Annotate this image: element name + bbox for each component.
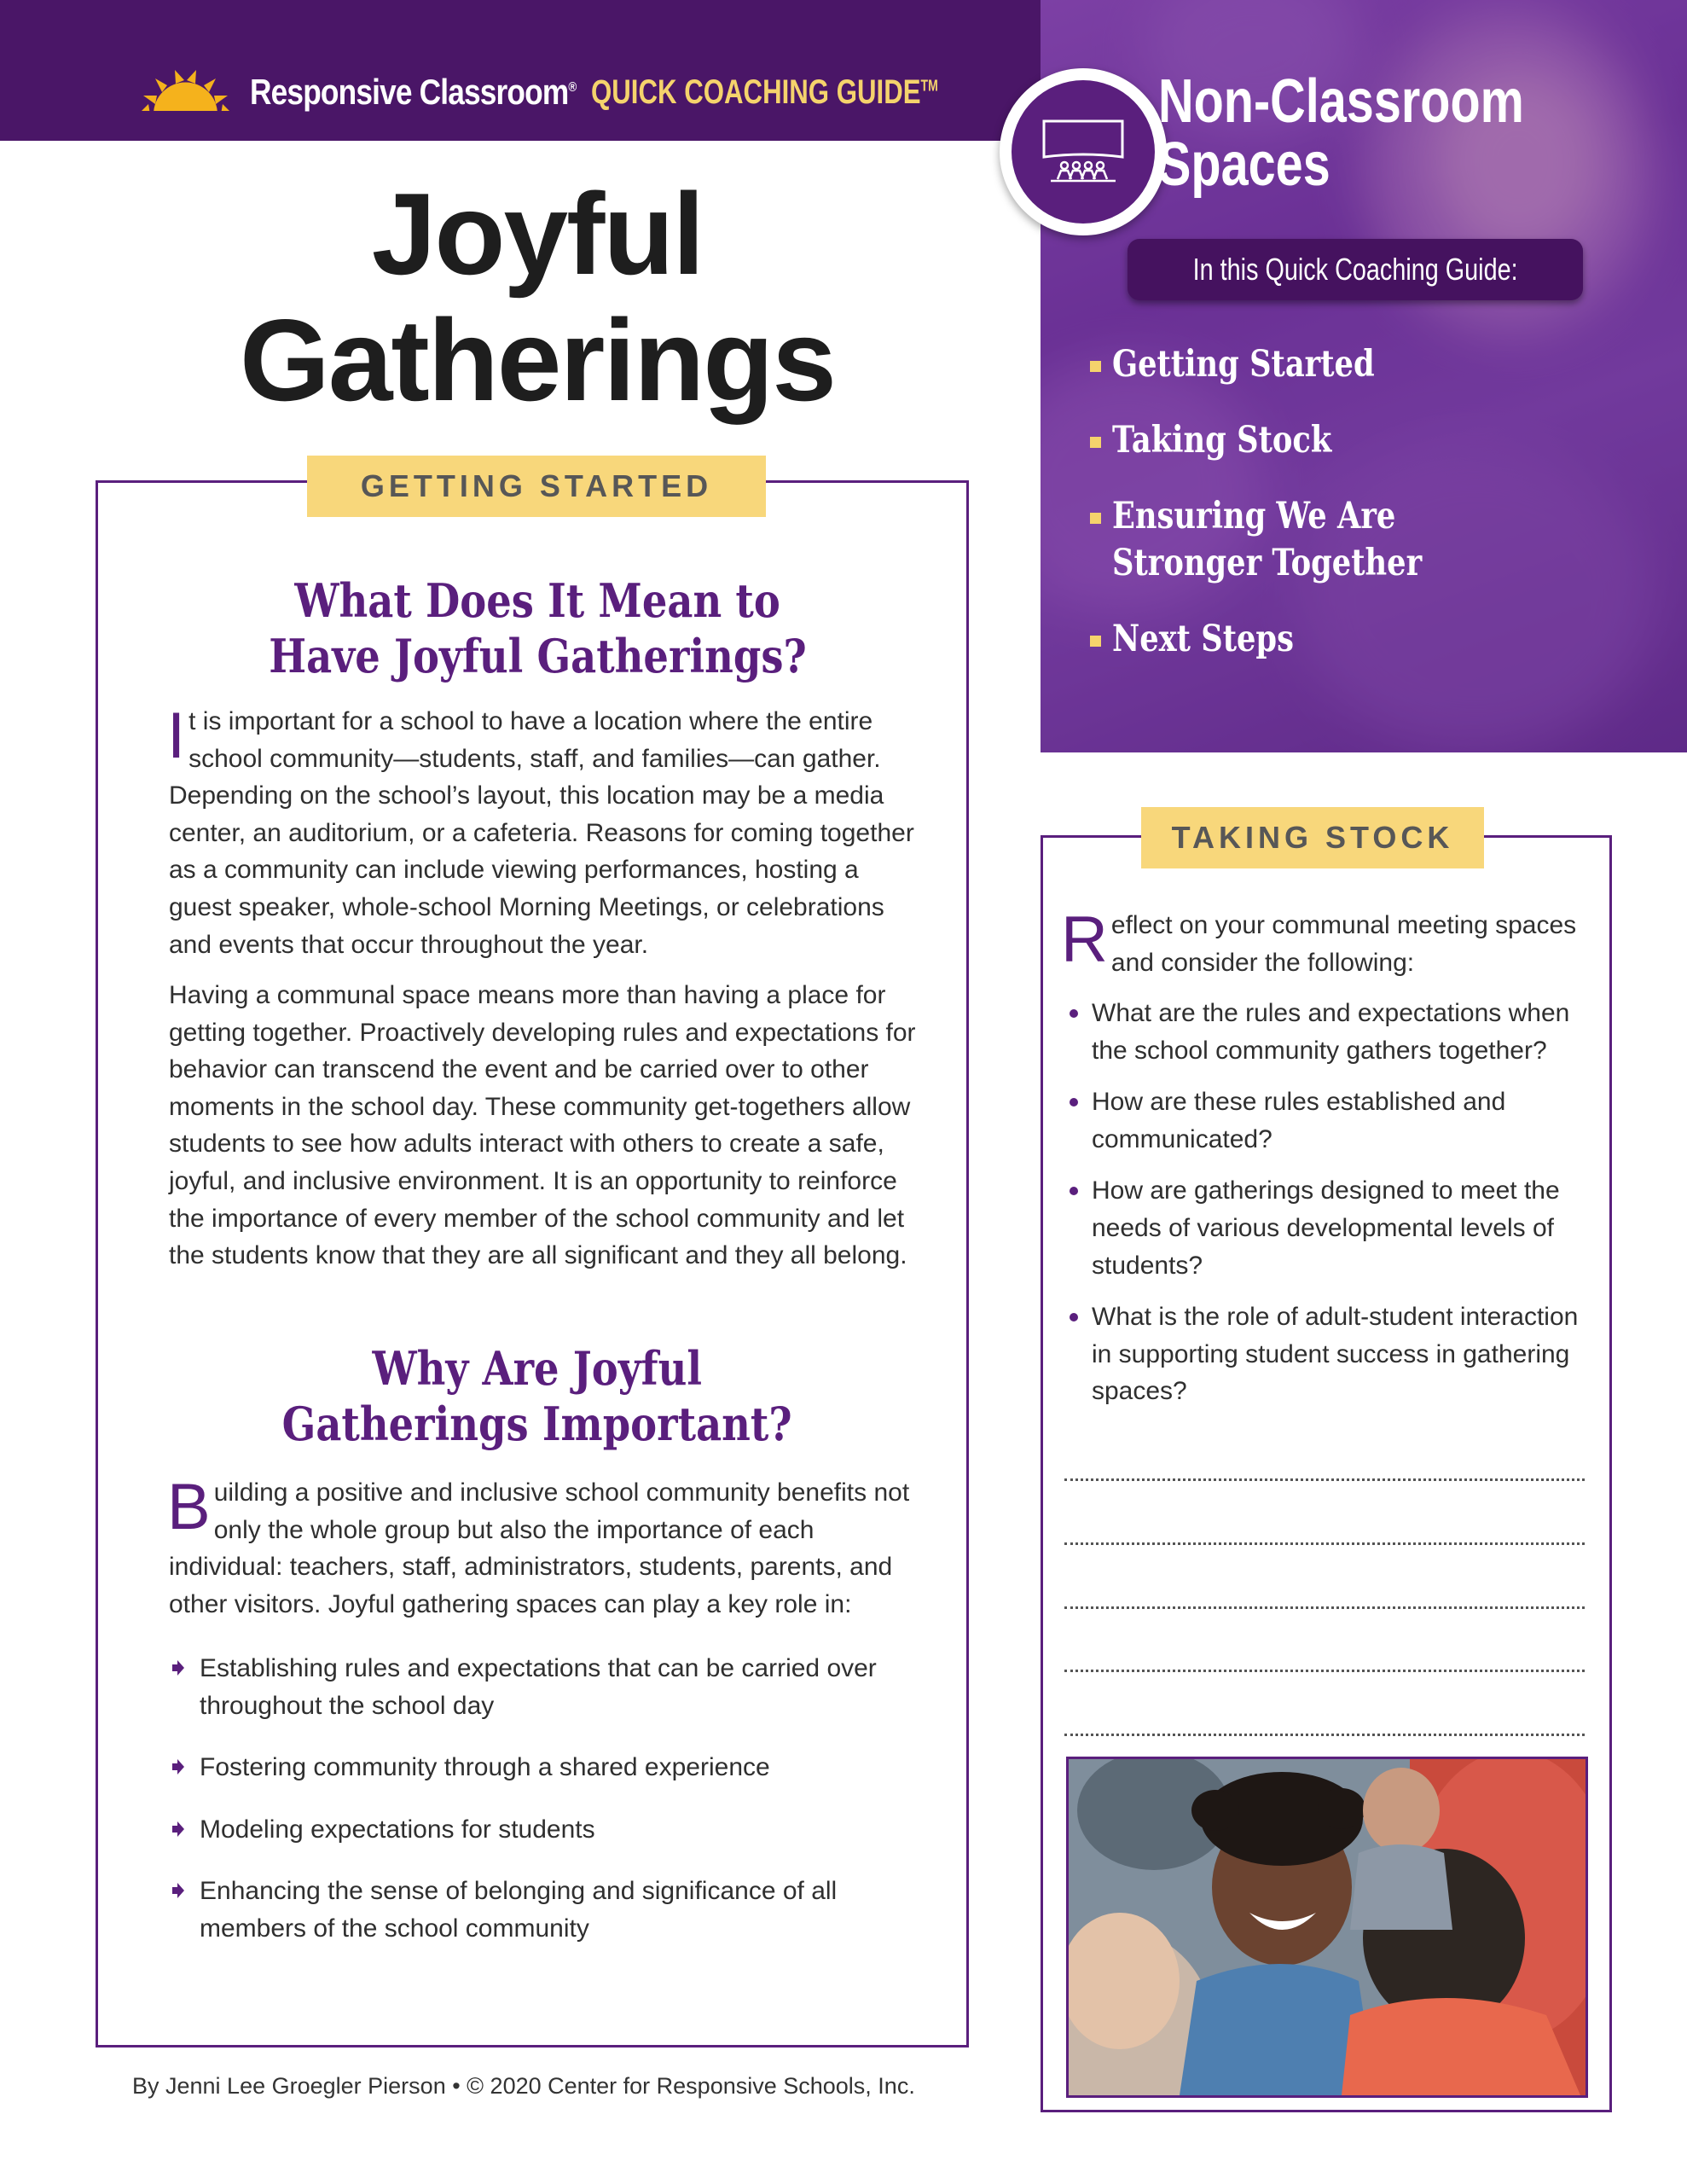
taking-stock-tab: TAKING STOCK [1141,807,1484,868]
rising-sun-icon [136,67,235,118]
list-item: How are these rules established and communicated? [1066,1083,1600,1158]
page-title: Joyful Gatherings [240,169,835,425]
category-badge [1000,68,1167,235]
brand-lockup [136,58,1036,126]
toc-item-taking-stock[interactable]: Taking Stock [1090,417,1490,464]
reflection-questions [1066,995,1600,1425]
arrow-bullet-icon [171,1880,186,1901]
photo-illustration [1069,1759,1586,2095]
students-gathering-photo [1066,1757,1588,2098]
communal-space-paragraph: Having a communal space means more than having a place for getting together. Proactively developing rules and expectations for behavior can transcend the event and be carried over to other moments in the school day. These community get-togethers allow students to see how adults interact with others to create a safe, joyful, and inclusive environment. It is an opportunity to reinforce the importance of every member of the school community and let the students know that they are all significant and they all belong. [169,981,916,1270]
taking-stock-intro: Reflect on your communal meeting spaces and consider the following: [1061,903,1577,977]
brand-name: Responsive Classroom® [250,72,577,112]
list-item: Enhancing the sense of belonging and significance of all members of the school community [169,1873,902,1947]
list-item: What are the rules and expectations when the school community gathers together? [1066,995,1600,1069]
guide-contents-heading: In this Quick Coaching Guide: [1128,239,1583,300]
list-item: How are gatherings designed to meet the needs of various developmental levels of students? [1066,1172,1600,1284]
toc-item-ensuring-stronger-together[interactable]: Ensuring We Are Stronger Together [1090,493,1490,587]
notes-line[interactable] [1064,1670,1585,1672]
toc-item-next-steps[interactable]: Next Steps [1090,616,1490,663]
key-roles-list [169,1650,902,1972]
getting-started-tab: GETTING STARTED [307,456,766,517]
drop-cap: R [1061,903,1108,976]
guide-label: QUICK COACHING GUIDE™ [591,73,938,111]
toc-item-getting-started[interactable]: Getting Started [1090,341,1490,388]
assembly-stage-icon [1039,118,1128,186]
notes-line[interactable] [1064,1734,1585,1736]
importance-paragraph: Building a positive and inclusive school community benefits not only the whole group but also the importance of each individual: teachers, staff, administrators, students, parents, and other visitors. Joyful gathering spaces can play a key role in: [167,1471,910,1618]
arrow-bullet-icon [171,1757,186,1777]
notes-line[interactable] [1064,1478,1585,1481]
list-item: Modeling expectations for students [169,1811,902,1849]
notes-line[interactable] [1064,1542,1585,1545]
list-item: Establishing rules and expectations that can be carried over throughout the school day [169,1650,902,1724]
question-heading-meaning: What Does It Mean to Have Joyful Gatherings? [268,573,807,683]
category-title: Non-Classroom Spaces [1158,67,1524,199]
question-heading-importance: Why Are Joyful Gatherings Important? [282,1341,792,1451]
drop-cap: I [167,700,186,772]
guide-contents-list [1090,341,1490,692]
notes-line[interactable] [1064,1606,1585,1609]
drop-cap: B [167,1471,211,1543]
list-item: What is the role of adult-student interaction in supporting student success in gathering spaces? [1066,1298,1600,1410]
footer-credit: By Jenni Lee Groegler Pierson • © 2020 Center for Responsive Schools, Inc. [132,2073,915,2099]
arrow-bullet-icon [171,1819,186,1839]
arrow-bullet-icon [171,1658,186,1678]
list-item: Fostering community through a shared experience [169,1749,902,1786]
intro-paragraph: It is important for a school to have a location where the entire school community—students, staff, and families—can gather. Depending on the school’s layout, this location may be a media center, an auditorium, or a cafeteria. Reasons for coming together as a community can include viewing performances, hosting a guest speaker, whole-school Morning Meetings, or celebrations and events that occur throughout the year. [167,700,914,959]
